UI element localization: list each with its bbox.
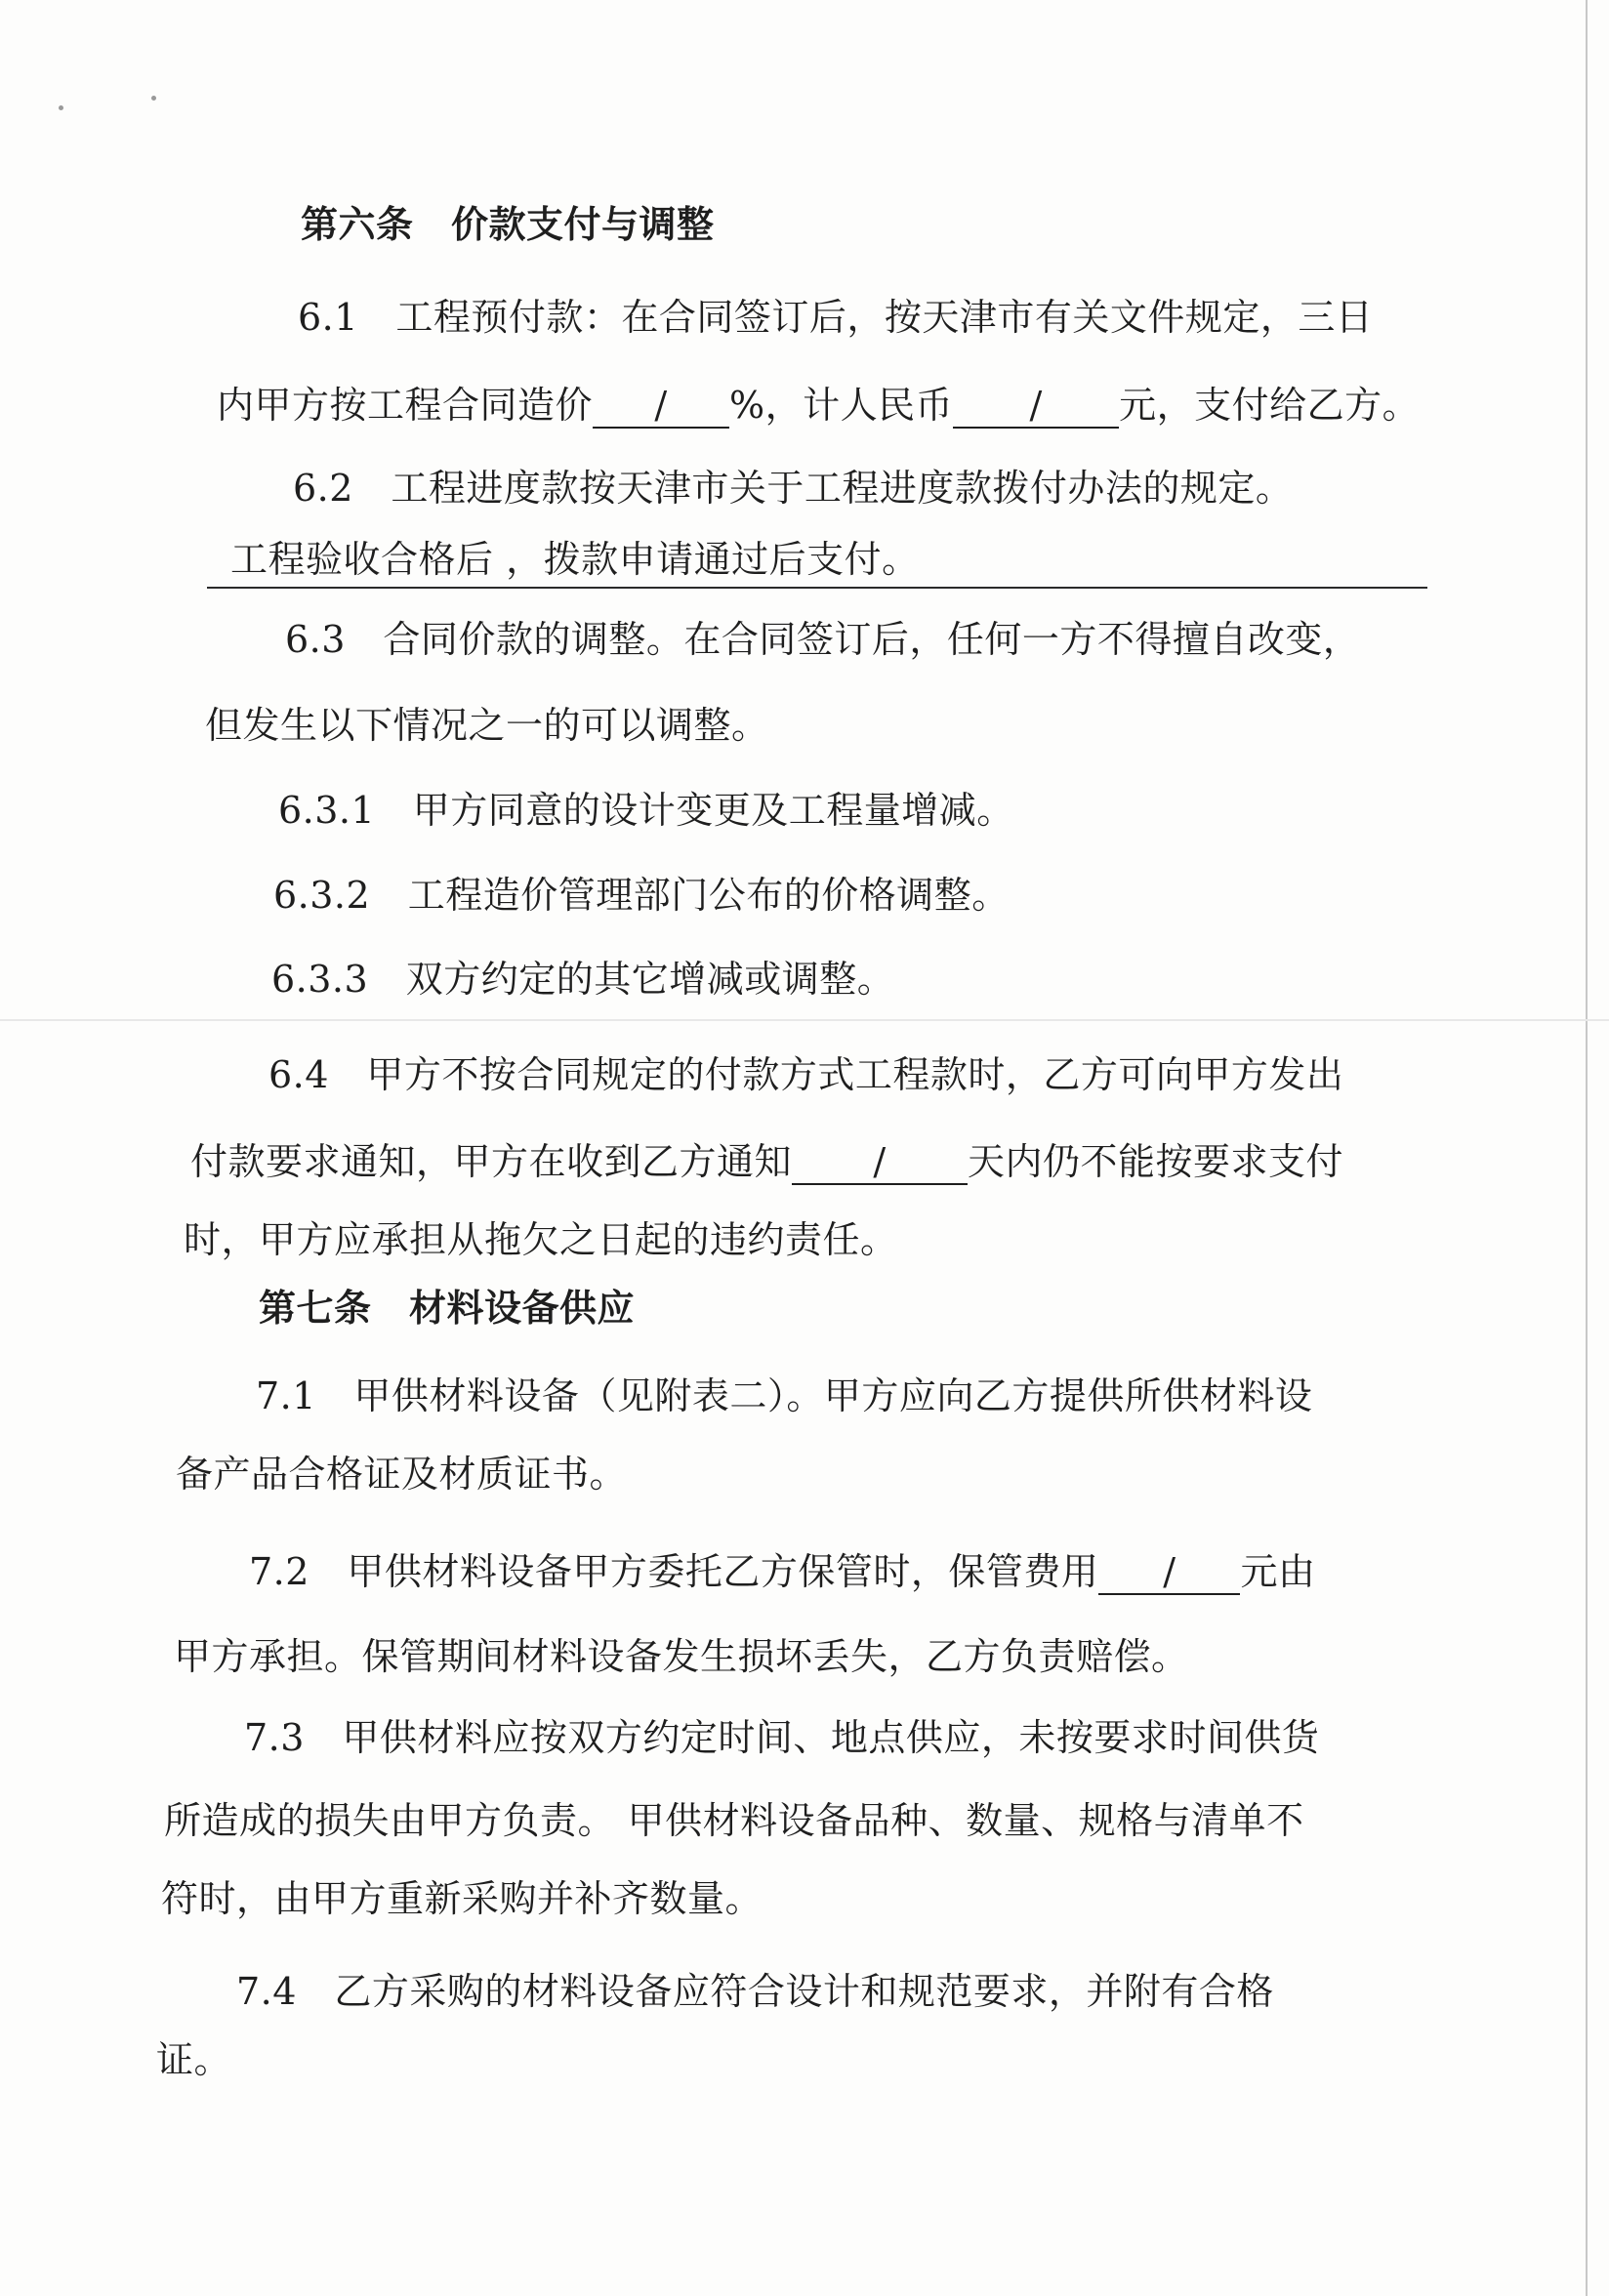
clause-6-3-2: 6.3.2 工程造价管理部门公布的价格调整。	[273, 874, 1010, 917]
blank-contract-percent: /	[593, 384, 729, 429]
blank-days: /	[792, 1140, 968, 1185]
clause-7-4-line-2: 证。	[156, 2038, 232, 2081]
clause-6-1-text-c: 元，支付给乙方。	[1119, 384, 1421, 427]
blank-storage-fee: /	[1098, 1550, 1240, 1595]
clause-6-1-line-1: 6.1 工程预付款：在合同签订后，按天津市有关文件规定，三日	[298, 296, 1374, 339]
clause-6-3-line-2: 但发生以下情况之一的可以调整。	[205, 704, 769, 747]
blank-rmb-amount: /	[953, 384, 1119, 429]
clause-7-3-line-2: 所造成的损失由甲方负责。 甲供材料设备品种、数量、规格与清单不	[164, 1799, 1304, 1842]
clause-6-1-text-b: %，计人民币	[729, 384, 954, 427]
clause-7-3-line-1: 7.3 甲供材料应按双方约定时间、地点供应，未按要求时间供货	[244, 1716, 1320, 1759]
clause-6-4-text-b: 天内仍不能按要求支付	[968, 1140, 1344, 1183]
clause-6-3-3: 6.3.3 双方约定的其它增减或调整。	[271, 958, 895, 1001]
clause-7-1-line-2: 备产品合格证及材质证书。	[176, 1453, 628, 1496]
clause-7-2-text-b: 元由	[1240, 1550, 1316, 1593]
article-7-heading: 第七条 材料设备供应	[259, 1286, 636, 1330]
clause-7-2-line-1	[249, 1547, 1315, 1596]
clause-6-4-line-2	[190, 1137, 1343, 1186]
scan-fold-line	[0, 1019, 1609, 1021]
clause-7-1-line-1: 7.1 甲供材料设备（见附表二）。甲方应向乙方提供所供材料设	[256, 1374, 1313, 1417]
clause-7-4-line-1: 7.4 乙方采购的材料设备应符合设计和规范要求，并附有合格	[236, 1970, 1274, 2013]
clause-7-2-line-2: 甲方承担。保管期间材料设备发生损坏丢失，乙方负责赔偿。	[174, 1635, 1189, 1678]
clause-6-1-line-2	[217, 381, 1420, 430]
page-edge	[1586, 0, 1588, 2296]
clause-6-2-underline	[207, 587, 1427, 589]
article-6-heading: 第六条 价款支付与调整	[301, 202, 715, 246]
clause-6-3-line-1: 6.3 合同价款的调整。在合同签订后，任何一方不得擅自改变，	[285, 618, 1361, 661]
clause-7-3-line-3: 符时，由甲方重新采购并补齐数量。	[161, 1877, 763, 1920]
clause-6-2-filled-text: 工程验收合格后 ，拨款申请通过后支付。	[230, 538, 920, 581]
clause-6-4-line-3: 时，甲方应承担从拖欠之日起的违约责任。	[184, 1218, 898, 1261]
clause-6-1-text-a: 内甲方按工程合同造价	[217, 384, 594, 427]
scan-speck	[151, 96, 156, 101]
clause-6-3-1: 6.3.1 甲方同意的设计变更及工程量增减。	[278, 789, 1014, 832]
clause-6-4-line-1: 6.4 甲方不按合同规定的付款方式工程款时，乙方可向甲方发出	[268, 1053, 1344, 1096]
clause-7-2-text-a: 7.2 甲供材料设备甲方委托乙方保管时，保管费用	[249, 1550, 1099, 1593]
clause-6-2-line-1: 6.2 工程进度款按天津市关于工程进度款拨付办法的规定。	[293, 467, 1294, 510]
scan-speck	[59, 105, 63, 110]
clause-6-4-text-a: 付款要求通知，甲方在收到乙方通知	[190, 1140, 793, 1183]
